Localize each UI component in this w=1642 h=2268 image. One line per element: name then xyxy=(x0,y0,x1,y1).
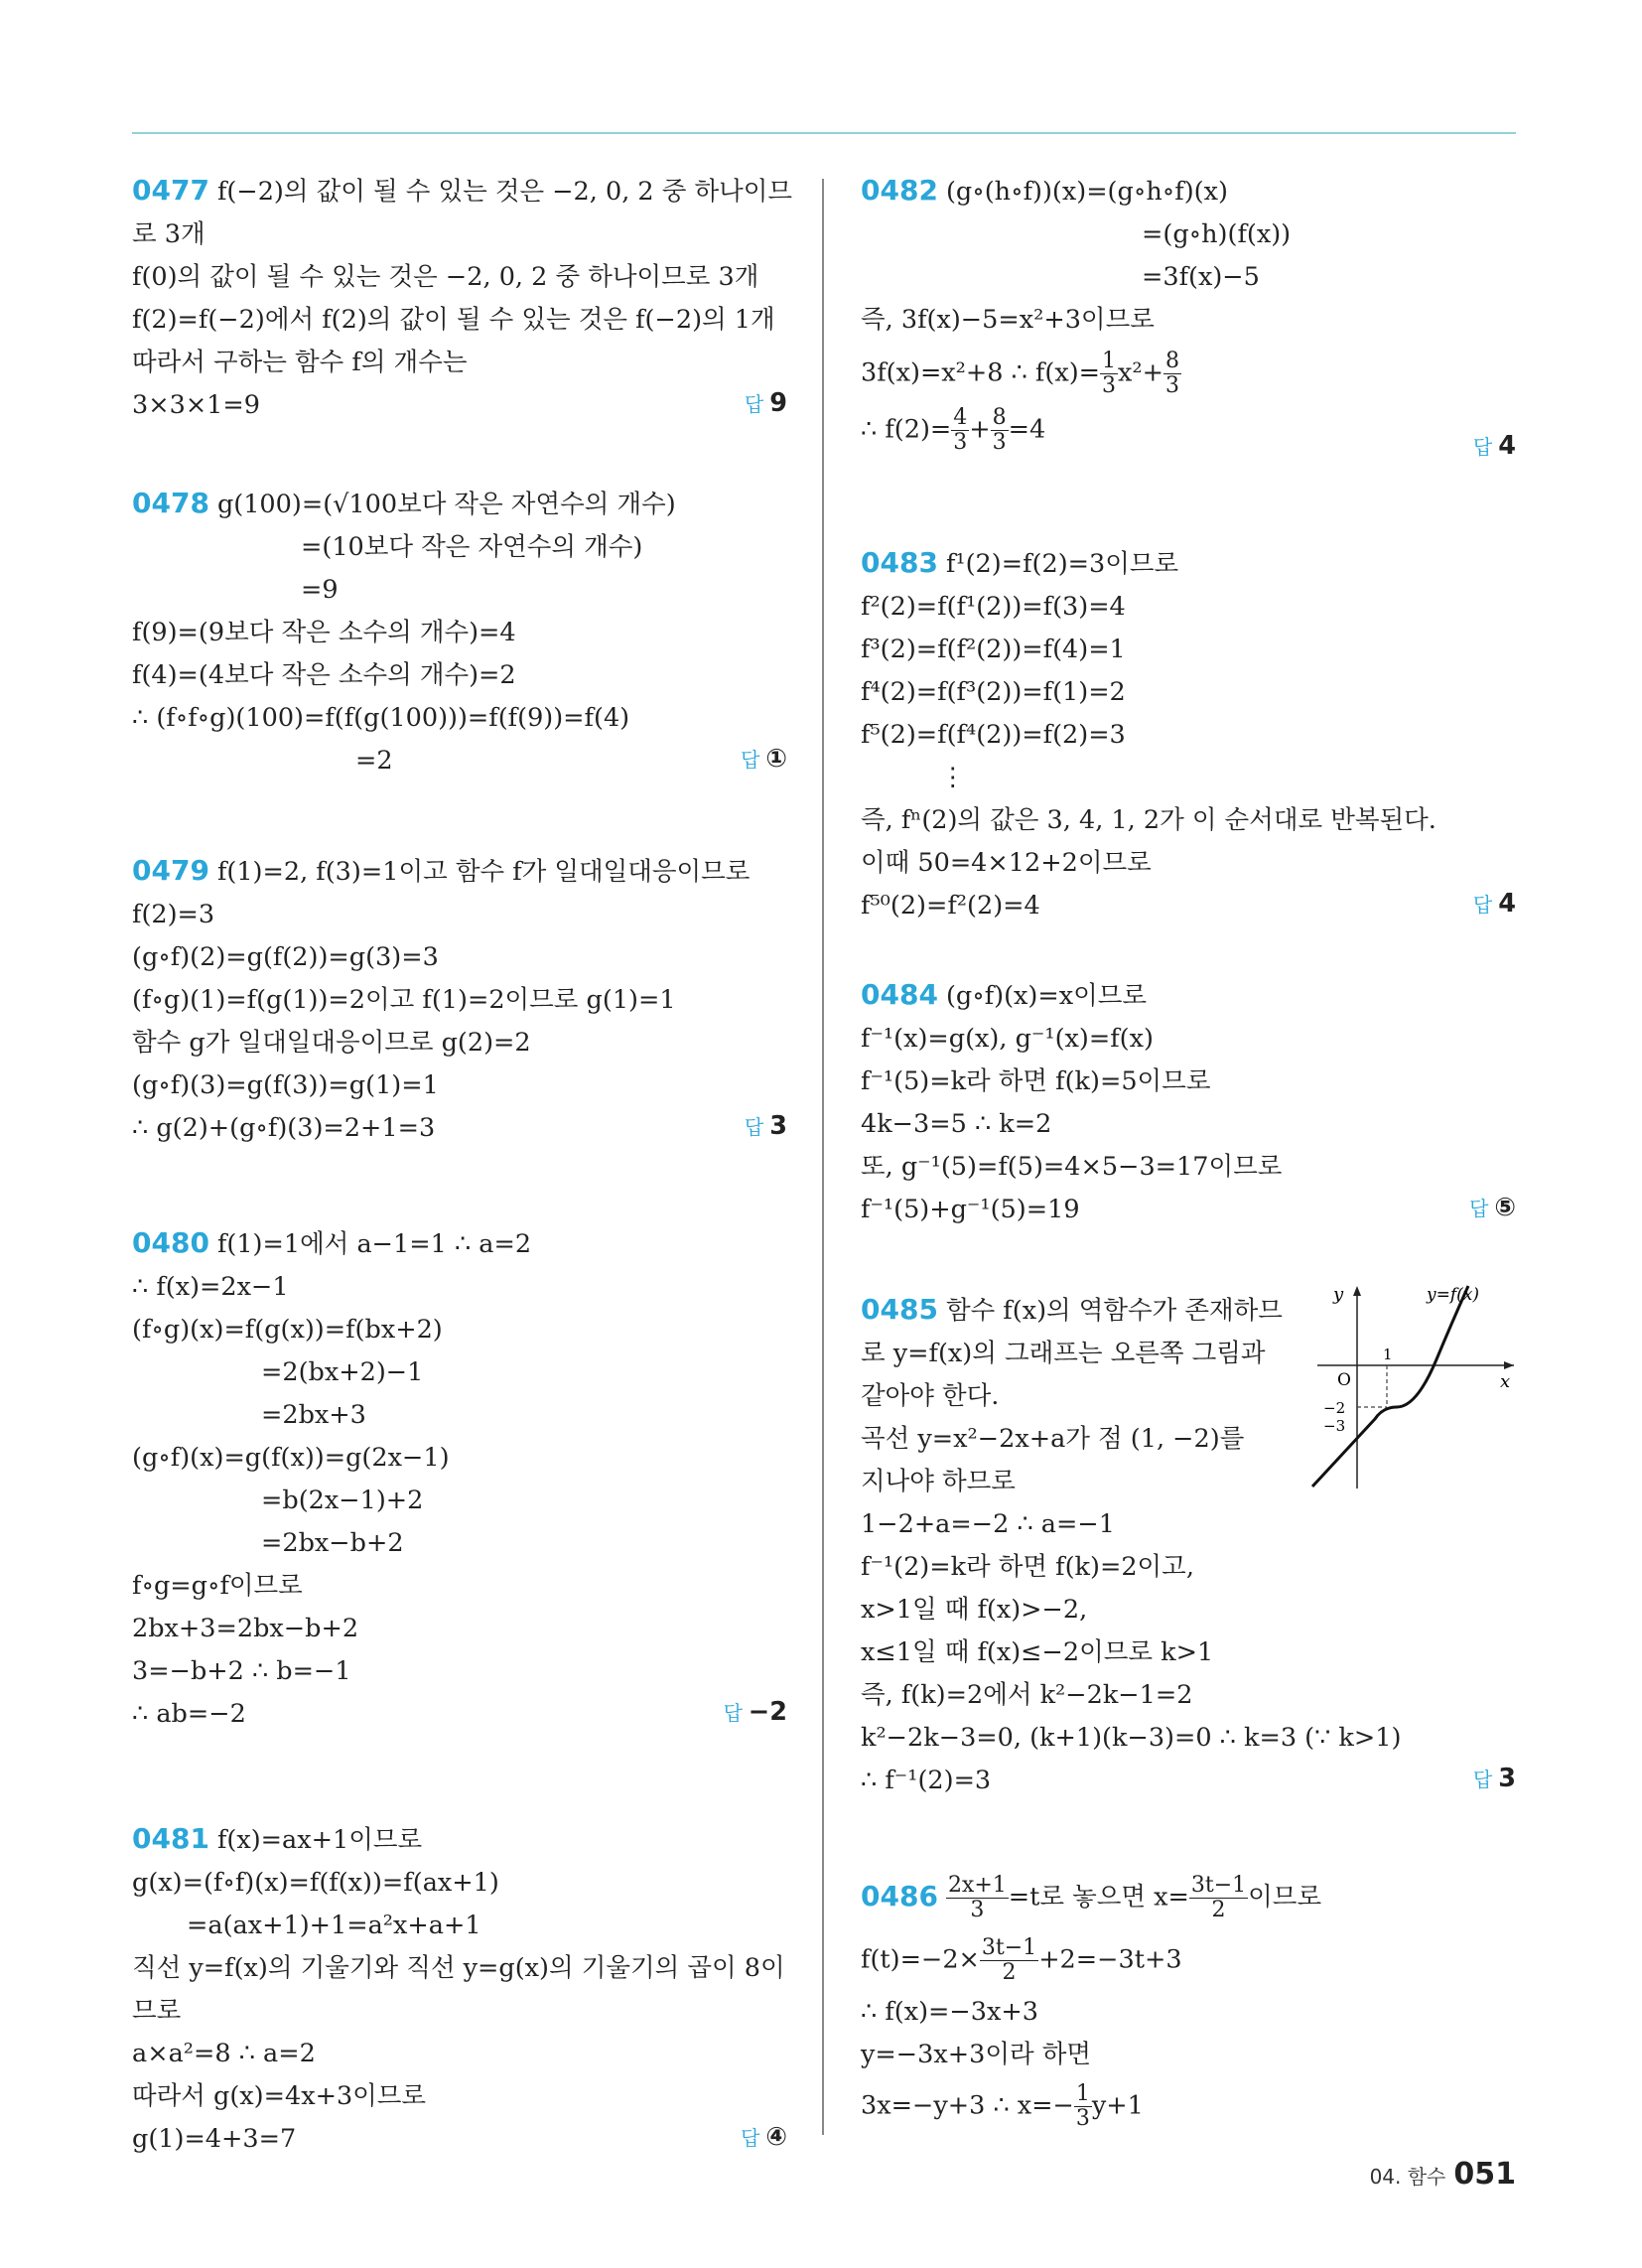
problem-number: 0479 xyxy=(132,854,209,887)
answer: 답 ① xyxy=(741,744,787,774)
right-column xyxy=(861,169,1516,2131)
function-graph xyxy=(1298,1280,1516,1498)
problem-0482: 0482 (g∘(h∘f))(x)=(g∘h∘f)(x) =(g∘h)(f(x)) =3f(x)−5 즉, 3f(x)−5=x²+3이므로 3f(x)=x²+8 ∴ f(x)= $\frac{1}{3}$ x²+ $\frac{8}{3}$ ∴ f(2)= $\frac{4}{3}$ + $\frac{8}{3}$ =4 답 4 xyxy=(861,169,1516,467)
fraction: $\frac{8}{3}$ xyxy=(992,405,1007,455)
x-label: x xyxy=(1500,1371,1511,1392)
fraction: $\frac{3t-1}{2}$ xyxy=(981,1935,1037,1985)
answer: 답 3 xyxy=(1472,1764,1516,1793)
answer: 답 −2 xyxy=(723,1697,787,1727)
problem-number: 0485 xyxy=(861,1293,938,1326)
problem-number: 0483 xyxy=(861,546,938,579)
problem-0477: 0477 f(−2)의 값이 될 수 있는 것은 −2, 0, 2 중 하나이므 로 3개 f(0)의 값이 될 수 있는 것은 −2, 0, 2 중 하나이므로 3개 f(2)=f(−2)에서 f(2)의 값이 될 수 있는 것은 f(−2)의 1개 따라서 구하는 함수 f의 개수는 3×3×1=9 답 9 xyxy=(132,169,787,427)
tick-y-neg2: −2 xyxy=(1323,1399,1346,1417)
x-axis-arrow xyxy=(1504,1361,1514,1369)
problem-0485: 0485 함수 f(x)의 역함수가 존재하므 로 y=f(x)의 그래프는 오른쪽 그림과 같아야 한다. 곡선 y=x²−2x+a가 점 (1, −2)를 지나야 하므로 1−2+a=−2 ∴ a=−1 f⁻¹(2)=k라 하면 f(k)=2이고, x>1일 때 f(x)>−2, x≤1일 때 f(x)≤−2이므로 k>1 즉, f(k)=2에서 k²−2k−1=2 k²−2k−3=0, (k+1)(k−3)=0 ∴ k=3 (∵ k>1) ∴ f⁻¹(2)=3 답 3 y x O 1 −2 −3 y=f(x) xyxy=(861,1288,1516,1844)
problem-0480: 0480 f(1)=1에서 a−1=1 ∴ a=2 ∴ f(x)=2x−1 (f∘g)(x)=f(g(x))=f(bx+2) =2(bx+2)−1 =2bx+3 (g∘f)(x)=g(f(x))=g(2x−1) =b(2x−1)+2 =2bx−b+2 f∘g=g∘f이므로 2bx+3=2bx−b+2 3=−b+2 ∴ b=−1 ∴ ab=−2 답 −2 xyxy=(132,1221,787,1787)
problem-number: 0478 xyxy=(132,487,209,519)
problem-number: 0480 xyxy=(132,1226,209,1259)
fraction: $\frac{2x+1}{3}$ xyxy=(947,1873,1007,1922)
tick-x-1: 1 xyxy=(1383,1346,1393,1363)
fraction: $\frac{1}{3}$ xyxy=(1102,349,1117,398)
y-axis-arrow xyxy=(1353,1286,1361,1296)
top-rule xyxy=(132,132,1516,134)
answer: 답 4 xyxy=(1472,431,1516,461)
curve-f xyxy=(1312,1286,1468,1487)
page-number: 051 xyxy=(1453,2157,1516,2192)
answer: 답 ⑤ xyxy=(1469,1193,1516,1222)
problem-0483: 0483 f¹(2)=f(2)=3이므로 f²(2)=f(f¹(2))=f(3)=4 f³(2)=f(f²(2))=f(4)=1 f⁴(2)=f(f³(2))=f(1)=2 f⁵(2)=f(f⁴(2))=f(2)=3 ⋮ 즉, fⁿ(2)의 값은 3, 4, 1, 2가 이 순서대로 반복된다. 이때 50=4×12+2이므로 f⁵⁰(2)=f²(2)=4 답 4 xyxy=(861,541,1516,928)
curve-label: y=f(x) xyxy=(1427,1285,1479,1305)
problem-0479: 0479 f(1)=2, f(3)=1이고 함수 f가 일대일대응이므로 f(2)=3 (g∘f)(2)=g(f(2))=g(3)=3 (f∘g)(1)=f(g(1))=2이고 f(1)=2이므로 g(1)=1 함수 g가 일대일대응이므로 g(2)=2 (g∘f)(3)=g(f(3))=g(1)=1 ∴ g(2)+(g∘f)(3)=2+1=3 답 3 xyxy=(132,849,787,1167)
answer: 답 4 xyxy=(1472,889,1516,919)
answer: 답 3 xyxy=(744,1111,787,1141)
problem-0481: 0481 f(x)=ax+1이므로 g(x)=(f∘f)(x)=f(f(x))=f(ax+1) =a(ax+1)+1=a²x+a+1 직선 y=f(x)의 기울기와 직선 y=g(x)의 기울기의 곱이 8이 므로 a×a²=8 ∴ a=2 따라서 g(x)=4x+3이므로 g(1)=4+3=7 답 ④ xyxy=(132,1817,787,2165)
problem-number: 0477 xyxy=(132,174,209,207)
fraction: $\frac{3t-1}{2}$ xyxy=(1190,1873,1247,1922)
answer: 답 9 xyxy=(744,388,787,418)
problem-0478: 0478 g(100)=(√100보다 작은 자연수의 개수) =(10보다 작은 자연수의 개수) =9 f(9)=(9보다 작은 소수의 개수)=4 f(4)=(4보다 작은 소수의 개수)=2 ∴ (f∘f∘g)(100)=f(f(g(100)))=f(f(9))=f(4) =2 답 ① xyxy=(132,482,787,849)
left-column xyxy=(132,169,793,2165)
origin-label: O xyxy=(1337,1370,1351,1390)
fraction: $\frac{4}{3}$ xyxy=(953,405,968,455)
column-divider xyxy=(822,179,824,2135)
section-label: 04. 함수 xyxy=(1369,2165,1446,2189)
problem-0484: 0484 (g∘f)(x)=x이므로 f⁻¹(x)=g(x), g⁻¹(x)=f(x) f⁻¹(5)=k라 하면 f(k)=5이므로 4k−3=5 ∴ k=2 또, g⁻¹(5)=f(5)=4×5−3=17이므로 f⁻¹(5)+g⁻¹(5)=19 답 ⑤ xyxy=(861,973,1516,1236)
problem-number: 0481 xyxy=(132,1822,209,1855)
page-footer xyxy=(1370,2157,1516,2192)
y-label: y xyxy=(1333,1284,1344,1305)
tick-y-neg3: −3 xyxy=(1323,1417,1346,1435)
problem-number: 0482 xyxy=(861,174,938,207)
fraction: $\frac{8}{3}$ xyxy=(1165,349,1180,398)
fraction: $\frac{1}{3}$ xyxy=(1075,2081,1090,2131)
problem-0486: 0486 $\frac{2x+1}{3}$ =t로 놓으면 x= $\frac{3t-1}{2}$ 이므로 f(t)=−2× $\frac{3t-1}{2}$ +2=−3t+3 ∴ f(x)=−3x+3 y=−3x+3이라 하면 3x=−y+3 ∴ x=− $\frac{1}{3}$ y+1 xyxy=(861,1873,1322,2131)
answer: 답 ④ xyxy=(741,2122,787,2152)
problem-number: 0484 xyxy=(861,978,938,1011)
problem-number: 0486 xyxy=(861,1879,938,1913)
